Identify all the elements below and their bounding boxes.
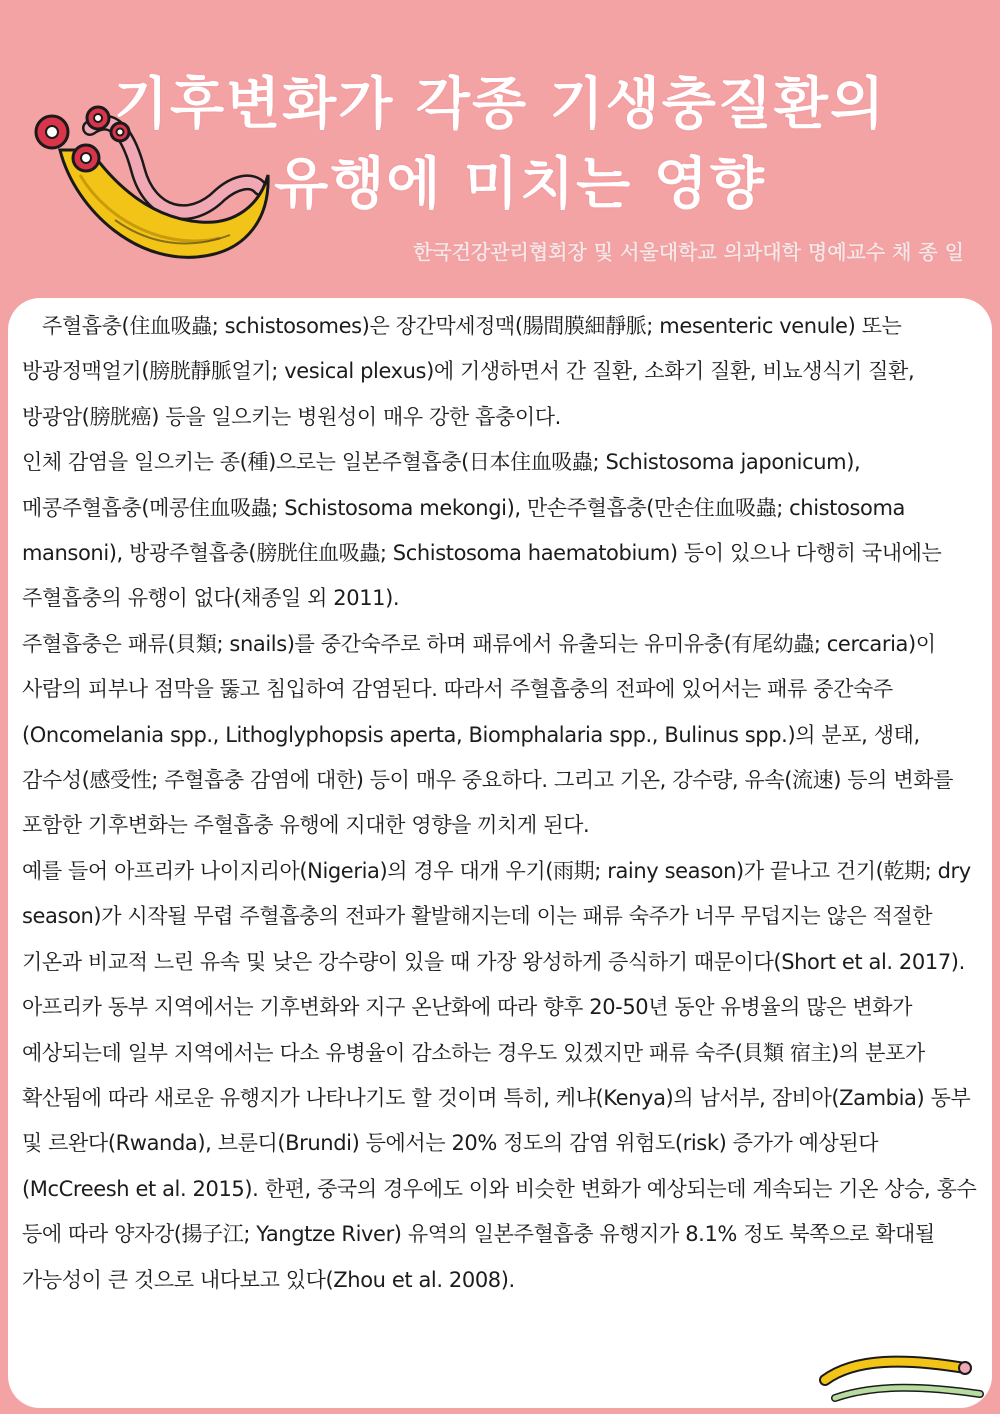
page-title-line-2: 유행에 미치는 영향 bbox=[274, 152, 766, 217]
small-worm-illustration bbox=[815, 1350, 990, 1410]
body-paragraph-4: 예를 들어 아프리카 나이지리아(Nigeria)의 경우 대개 우기(雨期; rainy season)가 끝나고 건기(乾期; dry season)가 시작될 무렵 주혈흡충의 전파가 활발해지는데 이는 패류 숙주가 너무 무덥지는 않은 적절한 기온과 비교적 느린 유속 및 낮은 강수량이 있을 때 가장 왕성하게 증식하기 때문이다(Short et al. 2017). bbox=[22, 858, 971, 974]
page-title-line-1: 기후변화가 각종 기생충질환의 bbox=[113, 72, 887, 137]
body-paragraph-2: 인체 감염을 일으키는 종(種)으로는 일본주혈흡충(日本住血吸蟲; Schistosoma japonicum), 메콩주혈흡충(메콩住血吸蟲; Schistosoma mekongi), 만손주혈흡충(만손住血吸蟲; chistosoma mansoni), 방광주혈흡충(膀胱住血吸蟲; Schistosoma haematobium) 등이 있으나 다행히 국내에는 주혈흡충의 유행이 없다(채종일 외 2011). bbox=[22, 450, 942, 611]
body-paragraph-1: 주혈흡충(住血吸蟲; schistosomes)은 장간막세정맥(腸間膜細靜脈; mesenteric venule) 또는 방광정맥얼기(膀胱靜脈얼기; vesical plexus)에 기생하면서 간 질환, 소화기 질환, 비뇨생식기 질환, 방광암(膀胱癌) 등을 일으키는 병원성이 매우 강한 흡충이다. bbox=[22, 314, 915, 429]
body-paragraph-3: 주혈흡충은 패류(貝類; snails)를 중간숙주로 하며 패류에서 유출되는 유미유충(有尾幼蟲; cercaria)이 사람의 피부나 점막을 뚫고 침입하여 감염된다. 따라서 주혈흡충의 전파에 있어서는 패류 중간숙주(Oncomelania spp., Lithoglyphopsis aperta, Biomphalaria spp., Bulinus spp.)의 분포, 생태, 감수성(感受性; 주혈흡충 감염에 대한) 등이 매우 중요하다. 그리고 기온, 강수량, 유속(流速) 등의 변화를 포함한 기후변화는 주혈흡충 유행에 지대한 영향을 끼치게 된다. bbox=[22, 631, 953, 838]
body-paragraph-5: 아프리카 동부 지역에서는 기후변화와 지구 온난화에 따라 향후 20-50년 동안 유병율의 많은 변화가 예상되는데 일부 지역에서는 다소 유병율이 감소하는 경우도 있겠지만 패류 숙주(貝類 宿主)의 분포가 확산됨에 따라 새로운 유행지가 나타나기도 할 것이며 특히, 케냐(Kenya)의 남서부, 잠비아(Zambia) 동부 및 르완다(Rwanda), 브룬디(Brundi) 등에서는 20% 정도의 감염 위험도(risk) 증가가 예상된다(McCreesh et al. 2015). 한편, 중국의 경우에도 이와 비슷한 변화가 예상되는데 계속되는 기온 상승, 홍수 등에 따라 양자강(揚子江; Yangtze River) 유역의 일본주혈흡충 유행지가 8.1% 정도 북쪽으로 확대될 가능성이 큰 것으로 내다보고 있다(Zhou et al. 2008). bbox=[22, 995, 977, 1292]
article-body-card bbox=[8, 298, 992, 1408]
author-byline: 한국건강관리협회장 및 서울대학교 의과대학 명예교수 채 종 일 bbox=[412, 240, 964, 264]
